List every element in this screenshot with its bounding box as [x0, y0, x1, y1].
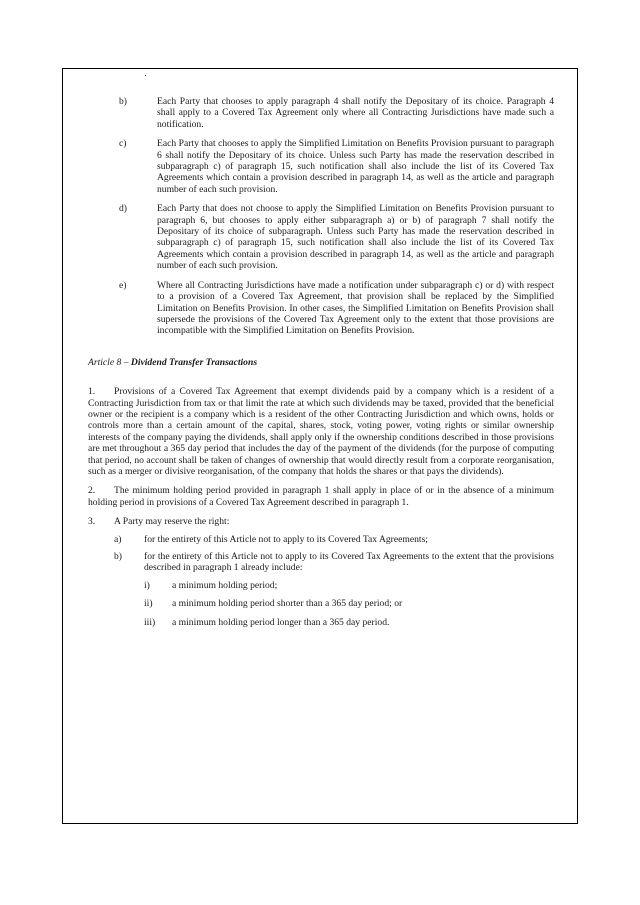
paragraph-text: The minimum holding period provided in paragraph 1 shall apply in place of or in the absence of a minimum holding period in provisions of a Covered Tax Agreement described in paragraph 1. — [88, 485, 554, 508]
item-label: a) — [114, 533, 122, 545]
roman-item-i — [88, 580, 554, 591]
paragraph-2 — [88, 485, 554, 508]
item-text: for the entirety of this Article not to apply to its Covered Tax Agreements to the extent that the provisions described in paragraph 1 already include: — [144, 551, 554, 574]
subparagraph-text: Each Party that chooses to apply paragraph 4 shall notify the Depositary of its choice. Paragraph 4 shall apply to a Covered Tax Agreement only where all Contracting Jurisdictions have made such a notification. — [157, 96, 554, 130]
roman-item-ii — [88, 598, 554, 609]
item-label: b) — [114, 551, 122, 562]
roman-label: ii) — [144, 598, 153, 610]
item-text: for the entirety of this Article not to apply to its Covered Tax Agreements; — [144, 533, 428, 545]
roman-text: a minimum holding period shorter than a 365 day period; or — [172, 598, 403, 610]
article-title: Dividend Transfer Transactions — [130, 356, 258, 368]
paragraph-number: 3. — [88, 516, 96, 528]
paragraph-number: 1. — [88, 386, 96, 398]
subparagraph-e — [88, 280, 554, 337]
document-body — [88, 96, 554, 635]
subparagraph-label: b) — [119, 96, 127, 107]
scan-dot — [145, 75, 146, 76]
subparagraph-label: e) — [119, 279, 127, 291]
paragraph-text: A Party may reserve the right: — [114, 516, 230, 528]
roman-label: i) — [144, 579, 150, 591]
paragraph-text: Provisions of a Covered Tax Agreement that exempt dividends paid by a company which is a resident of a Contracting Jurisdiction from tax or that limit the rate at which such dividends may be taxed, provided that the beneficial owner or the recipient is a company which is a resident of the other Contracting Jurisdiction and which owns, holds or controls more than a certain amount of the capital, shares, stock, voting power, voting rights or similar ownership interests of the company paying the dividends, shall apply only if the ownership conditions described in those provisions are met throughout a 365 day period that includes the day of the payment of the dividends (for the purpose of computing that period, no account shall be taken of changes of ownership that would directly result from a corporate reorganisation, such as a merger or divisive reorganisation, of the company that holds the shares or that pays the dividends). — [88, 386, 554, 477]
roman-label: iii) — [144, 616, 156, 628]
paragraph-1 — [88, 386, 554, 477]
article-heading — [88, 357, 554, 368]
subparagraph-b — [88, 96, 554, 130]
reservation-item-a — [88, 534, 554, 545]
subparagraph-label: c) — [119, 138, 127, 150]
subparagraph-text: Where all Contracting Jurisdictions have made a notification under subparagraph c) or d) with respect to a provision of a Covered Tax Agreement, that provision shall be replaced by the Simplified Limitation on Benefits Provision. In other cases, the Simplified Limitation on Benefits Provision shall supersede the provisions of the Covered Tax Agreement only to the extent that those provisions are incompatible with the Simplified Limitation on Benefits Provision. — [157, 279, 554, 337]
article-number: Article 8 – — [88, 356, 129, 368]
reservation-item-b — [88, 551, 554, 574]
subparagraph-text: Each Party that chooses to apply the Simplified Limitation on Benefits Provision pursuant to paragraph 6 shall notify the Depositary of its choice. Unless such Party has made the reservation described in subparagraph c) of paragraph 15, such notification shall also include the list of its Covered Tax Agreements which contain a provision described in paragraph 14, as well as the article and paragraph number of each such provision. — [157, 138, 554, 195]
roman-item-iii — [88, 617, 554, 628]
subparagraph-label: d) — [119, 203, 127, 215]
subparagraph-d — [88, 203, 554, 271]
paragraph-number: 2. — [88, 485, 96, 497]
roman-text: a minimum holding period; — [172, 579, 278, 591]
paragraph-3 — [88, 516, 554, 527]
roman-text: a minimum holding period longer than a 365 day period. — [172, 616, 390, 628]
subparagraph-c — [88, 138, 554, 195]
subparagraph-text: Each Party that does not choose to apply the Simplified Limitation on Benefits Provision pursuant to paragraph 6, but chooses to apply either subparagraph a) or b) of paragraph 7 shall notify the Depositary of its choice of subparagraph. Unless such Party has made the reservation described in subparagraph c) of paragraph 15, such notification shall also include the list of its Covered Tax Agreements which contain a provision described in paragraph 14, as well as the article and paragraph number of each such provision. — [157, 203, 554, 272]
